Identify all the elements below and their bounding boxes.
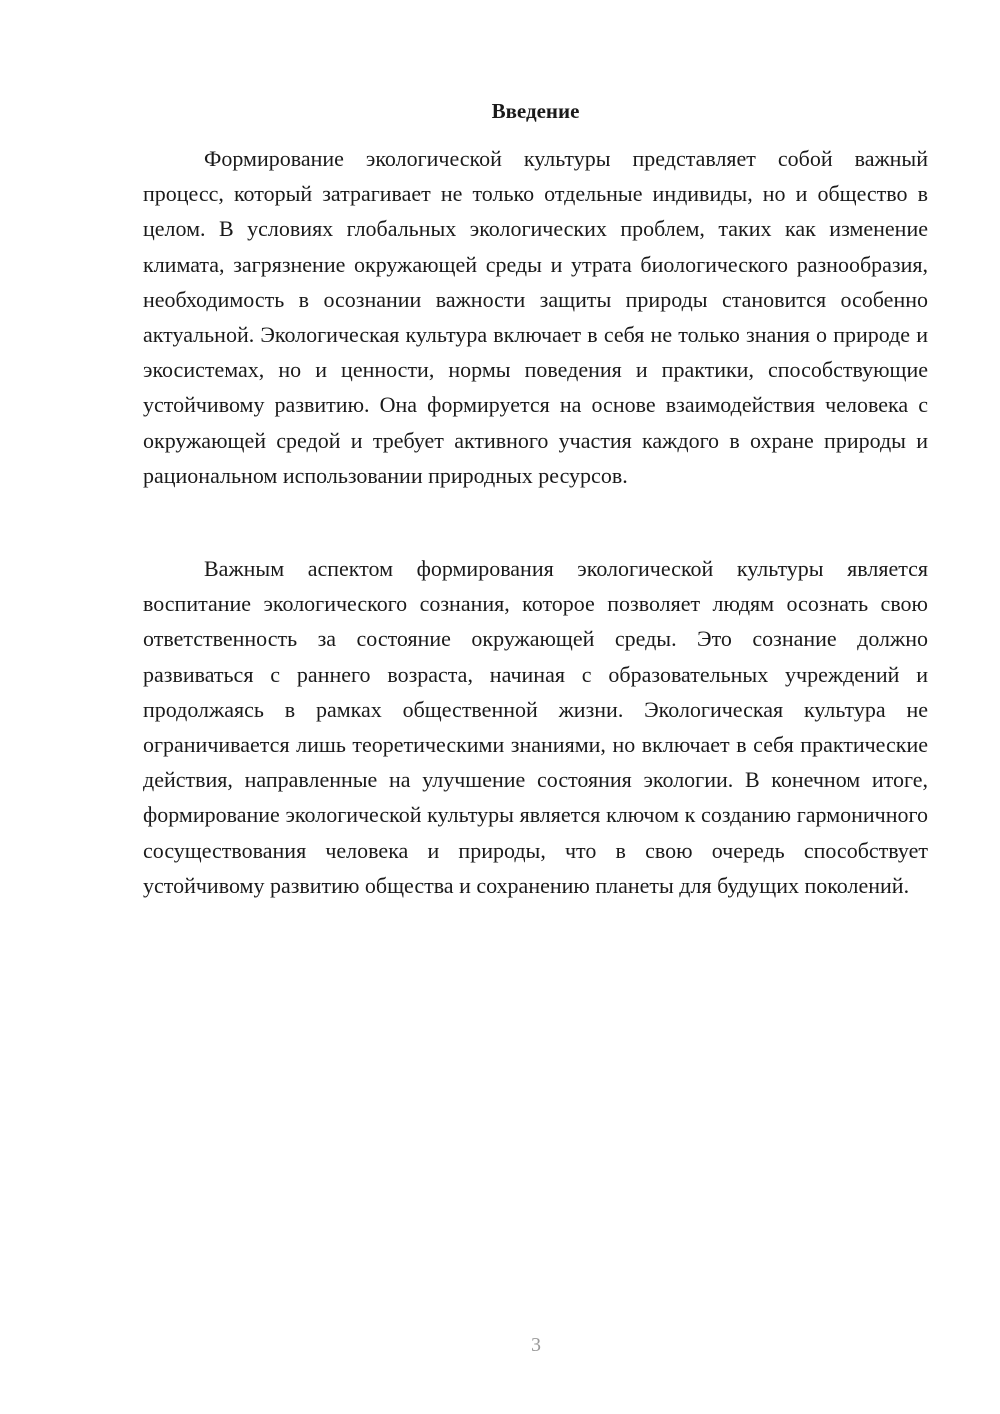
paragraph-ecological-consciousness: Важным аспектом формирования экологической культуры является воспитание экологического сознания, которое позволяет людям осознать свою ответственность за состояние окружающей среды. Это сознание должно развиваться с раннего возраста, начиная с образовательных учреждений и продолжаясь в рамках общественной жизни. Экологическая культура не ограничивается лишь теоретическими знаниями, но включает в себя практические действия, направленные на улучшение состояния экологии. В конечном итоге, формирование экологической культуры является ключом к созданию гармоничного сосуществования человека и природы, что в свою очередь способствует устойчивому развитию общества и сохранению планеты для будущих поколений. <box>143 556 928 898</box>
page-number: 3 <box>531 1334 541 1356</box>
page-title: Введение <box>491 99 580 123</box>
paragraph-intro: Формирование экологической культуры представляет собой важный процесс, который затрагивает не только отдельные индивиды, но и общество в целом. В условиях глобальных экологических проблем, таких как изменение климата, загрязнение окружающей среды и утрата биологического разнообразия, необходимость в осознании важности защиты природы становится особенно актуальной. Экологическая культура включает в себя не только знания о природе и экосистемах, но и ценности, нормы поведения и практики, способствующие устойчивому развитию. Она формируется на основе взаимодействия человека с окружающей средой и требует активного участия каждого в охране природы и рациональном использовании природных ресурсов. <box>143 146 928 488</box>
